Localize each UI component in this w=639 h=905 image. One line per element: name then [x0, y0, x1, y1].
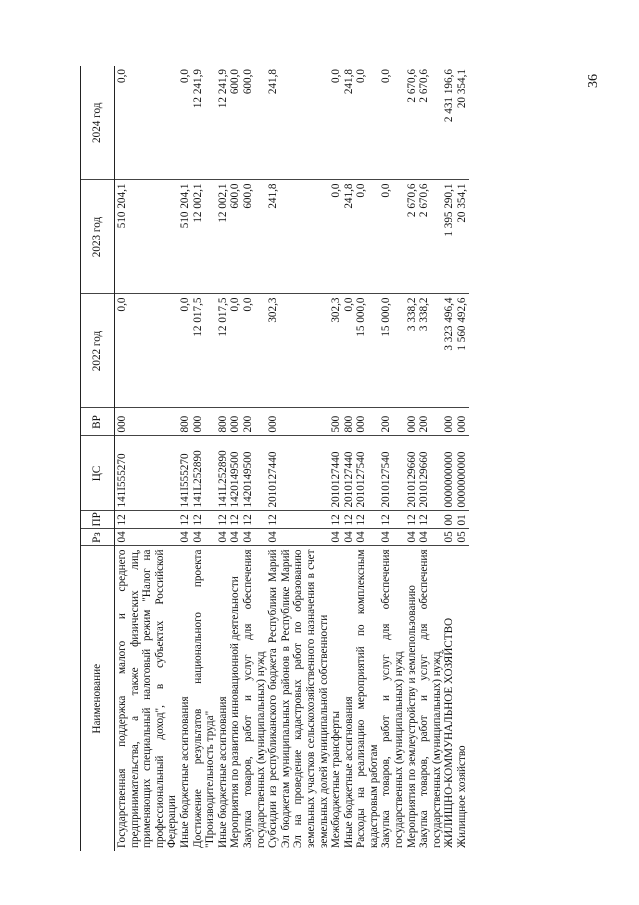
- cell-2024: 600,0: [229, 66, 242, 180]
- cell-2024: 0,0: [115, 66, 179, 180]
- cell-2023: 1 395 290,1: [443, 180, 456, 294]
- cell-2022: 3 323 496,4: [443, 294, 456, 408]
- header-name: Наименование: [81, 546, 115, 851]
- cell-pr: 12: [355, 511, 380, 529]
- cell-2023: 0,0: [380, 180, 405, 294]
- cell-2024: 600,0: [242, 66, 267, 180]
- cell-vr: 000: [192, 408, 217, 436]
- cell-name: Иные бюджетные ассигнования: [178, 696, 191, 848]
- cell-2024: 0,0: [355, 66, 380, 180]
- cell-cs: 2010127440: [330, 436, 343, 511]
- cell-vr: 800: [217, 408, 230, 436]
- cell-pr: 12: [406, 511, 419, 529]
- rotated-table-container: [80, 66, 607, 851]
- cell-rz: 04: [115, 529, 179, 546]
- cell-2022: 0,0: [115, 294, 179, 408]
- cell-cs: 2010127540: [355, 436, 380, 511]
- cell-2023: 510 204,1: [115, 180, 179, 294]
- header-2024: 2024 год: [81, 66, 115, 180]
- cell-2022: 15 000,0: [355, 294, 380, 408]
- cell-2022: 12 017,5: [192, 294, 217, 408]
- table-row: [380, 66, 405, 851]
- cell-rz: 04: [406, 529, 419, 546]
- table-row: [406, 66, 419, 851]
- table-row: [115, 66, 179, 851]
- cell-vr: 800: [343, 408, 356, 436]
- cell-2023: 0,0: [330, 180, 343, 294]
- cell-rz: 04: [229, 529, 242, 546]
- cell-cs: 141L252890: [217, 436, 230, 511]
- cell-2024: 241,8: [267, 66, 330, 180]
- cell-vr: 000: [443, 408, 456, 436]
- header-vr: ВР: [81, 408, 115, 436]
- table-row: [418, 66, 443, 851]
- cell-2022: 0,0: [229, 294, 242, 408]
- table-row: [355, 66, 380, 851]
- cell-cs: 2010127440: [343, 436, 356, 511]
- cell-rz: 04: [242, 529, 267, 546]
- table-body: [115, 66, 469, 851]
- cell-cs: 141I555270: [115, 436, 179, 511]
- cell-vr: 800: [179, 408, 192, 436]
- cell-cs: 2010129660: [418, 436, 443, 511]
- cell-pr: 12: [418, 511, 443, 529]
- cell-pr: 12: [343, 511, 356, 529]
- cell-rz: 05: [456, 529, 469, 546]
- cell-2024: 2 670,6: [418, 66, 443, 180]
- cell-2024: 2 670,6: [406, 66, 419, 180]
- table-row: [229, 66, 242, 851]
- table-row: [330, 66, 343, 851]
- cell-2022: 3 338,2: [418, 294, 443, 408]
- cell-2022: 3 338,2: [406, 294, 419, 408]
- cell-vr: 200: [242, 408, 267, 436]
- cell-2023: 12 002,1: [217, 180, 230, 294]
- cell-vr: 200: [380, 408, 405, 436]
- cell-rz: 04: [343, 529, 356, 546]
- cell-rz: 04: [217, 529, 230, 546]
- cell-rz: 04: [418, 529, 443, 546]
- cell-2023: 12 002,1: [192, 180, 217, 294]
- cell-rz: 04: [355, 529, 380, 546]
- cell-rz: 04: [267, 529, 330, 546]
- cell-name: Расходы на реализацию мероприятий по комплексным кадастровым работам: [355, 549, 380, 848]
- cell-name: Достижение результатов национального проекта "Производительность труда": [191, 549, 217, 848]
- header-2022: 2022 год: [81, 294, 115, 408]
- table-row: [217, 66, 230, 851]
- cell-name: Жилищное хозяйство: [456, 745, 469, 848]
- header-2023: 2023 год: [81, 180, 115, 294]
- cell-name: Государственная поддержка малого и среднего предпринимательства, а также физических лиц, применяющих специальный налоговый режим "Налог на профессиональный доход", в субъектах Российской Федерации: [116, 549, 179, 848]
- cell-vr: 500: [330, 408, 343, 436]
- cell-vr: 000: [229, 408, 242, 436]
- cell-pr: 01: [456, 511, 469, 529]
- cell-rz: 05: [443, 529, 456, 546]
- cell-cs: 2010127540: [380, 436, 405, 511]
- cell-pr: 12: [330, 511, 343, 529]
- cell-cs: 2010127440: [267, 436, 330, 511]
- cell-2024: 241,8: [343, 66, 356, 180]
- cell-pr: 12: [242, 511, 267, 529]
- table-row: [179, 66, 192, 851]
- cell-vr: 000: [406, 408, 419, 436]
- cell-2024: 20 354,1: [456, 66, 469, 180]
- cell-2022: 302,3: [330, 294, 343, 408]
- cell-2024: 0,0: [380, 66, 405, 180]
- cell-2023: 0,0: [355, 180, 380, 294]
- cell-2023: 510 204,1: [179, 180, 192, 294]
- cell-2024: 12 241,9: [217, 66, 230, 180]
- cell-pr: 12: [217, 511, 230, 529]
- cell-2023: 241,8: [267, 180, 330, 294]
- cell-2023: 20 354,1: [456, 180, 469, 294]
- cell-cs: 141I555270: [179, 436, 192, 511]
- cell-name: Мероприятия по развитию инновационной деятельности: [229, 576, 242, 848]
- cell-2022: 15 000,0: [380, 294, 405, 408]
- cell-pr: 12: [179, 511, 192, 529]
- table-row: [443, 66, 456, 851]
- cell-2022: 302,3: [267, 294, 330, 408]
- header-cs: ЦС: [81, 436, 115, 511]
- cell-2023: 241,8: [343, 180, 356, 294]
- cell-name: Межбюджетные трансферты: [330, 711, 343, 848]
- cell-pr: 12: [192, 511, 217, 529]
- cell-vr: 000: [267, 408, 330, 436]
- cell-2022: 0,0: [242, 294, 267, 408]
- cell-cs: 1420149500: [242, 436, 267, 511]
- cell-name: Закупка товаров, работ и услуг для обеспечения государственных (муниципальных) нужд: [380, 549, 406, 848]
- cell-pr: 12: [380, 511, 405, 529]
- cell-name: Закупка товаров, работ и услуг для обеспечения государственных (муниципальных) нужд: [241, 549, 267, 848]
- cell-2024: 0,0: [330, 66, 343, 180]
- cell-cs: 0000000000: [443, 436, 456, 511]
- cell-vr: 000: [115, 408, 179, 436]
- cell-name: Иные бюджетные ассигнования: [216, 696, 229, 848]
- cell-2024: 0,0: [179, 66, 192, 180]
- header-pr: ПР: [81, 511, 115, 529]
- header-rz: Рз: [81, 529, 115, 546]
- cell-cs: 141L252890: [192, 436, 217, 511]
- cell-vr: 000: [355, 408, 380, 436]
- cell-pr: 12: [229, 511, 242, 529]
- table-row: [343, 66, 356, 851]
- cell-2023: 2 670,6: [418, 180, 443, 294]
- cell-2022: 0,0: [179, 294, 192, 408]
- cell-pr: 12: [115, 511, 179, 529]
- cell-rz: 04: [380, 529, 405, 546]
- table-row: [267, 66, 330, 851]
- cell-2023: 600,0: [229, 180, 242, 294]
- table-header-row: [81, 66, 115, 851]
- cell-rz: 04: [192, 529, 217, 546]
- cell-cs: 1420149500: [229, 436, 242, 511]
- budget-table: [80, 66, 469, 851]
- cell-2023: 2 670,6: [406, 180, 419, 294]
- cell-2023: 600,0: [242, 180, 267, 294]
- table-row: [456, 66, 469, 851]
- cell-rz: 04: [330, 529, 343, 546]
- cell-name: Субсидии из республиканского бюджета Республики Марий Эл бюджетам муниципальных районов в Республике Марий Эл на проведение кадастровых работ по образованию земельных участков сельскохозяйственного назначения в счет земельных долей муниципальной собственности: [267, 549, 330, 848]
- cell-vr: 200: [418, 408, 443, 436]
- cell-2022: 12 017,5: [217, 294, 230, 408]
- cell-pr: 12: [267, 511, 330, 529]
- cell-name: ЖИЛИЩНО-КОММУНАЛЬНОЕ ХОЗЯЙСТВО: [443, 617, 456, 848]
- cell-name: Закупка товаров, работ и услуг для обеспечения государственных (муниципальных) нужд: [418, 549, 443, 848]
- cell-cs: 0000000000: [456, 436, 469, 511]
- cell-cs: 2010129660: [406, 436, 419, 511]
- cell-2024: 12 241,9: [192, 66, 217, 180]
- cell-2024: 2 431 196,6: [443, 66, 456, 180]
- cell-2022: 1 560 492,6: [456, 294, 469, 408]
- cell-pr: 00: [443, 511, 456, 529]
- page-number: 36: [586, 74, 601, 88]
- cell-name: Мероприятия по землеустройству и землепользованию: [405, 585, 418, 848]
- table-row: [242, 66, 267, 851]
- cell-vr: 000: [456, 408, 469, 436]
- cell-name: Иные бюджетные ассигнования: [342, 696, 355, 848]
- table-row: [192, 66, 217, 851]
- cell-rz: 04: [179, 529, 192, 546]
- cell-2022: 0,0: [343, 294, 356, 408]
